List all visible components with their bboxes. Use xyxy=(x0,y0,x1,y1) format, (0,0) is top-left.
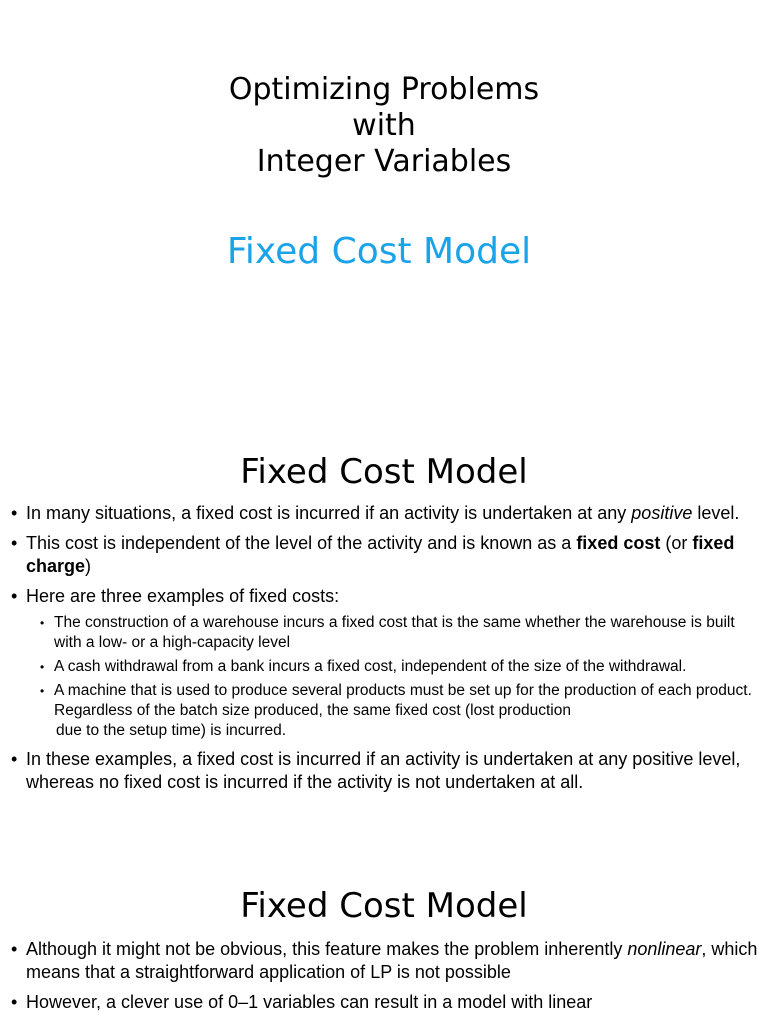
bullet-item xyxy=(0,585,768,741)
bullet-emphasis: nonlinear xyxy=(627,939,702,959)
presentation-subtitle: Fixed Cost Model xyxy=(226,231,532,272)
bullet-item: • However, a clever use of 0–1 variables can result in a model with linear xyxy=(0,991,768,1014)
bullet-text: This cost is independent of the level of the activity and is known as a xyxy=(26,533,577,553)
slide-title: Fixed Cost Model xyxy=(240,886,528,926)
bullet-bold-term: fixed charge xyxy=(26,533,735,576)
bullet-bold-term: fixed cost xyxy=(576,533,661,553)
bullet-text: (or xyxy=(660,533,693,553)
bullet-item xyxy=(0,502,768,525)
title-line-2: with xyxy=(352,108,416,143)
bullet-emphasis: positive xyxy=(631,503,693,523)
content-slide-fixed-cost xyxy=(0,440,768,860)
bullet-item xyxy=(0,938,768,984)
sub-bullet-item: • The construction of a warehouse incurs a fixed cost that is the same whether the warehouse is built with a low- or a high-capacity level xyxy=(26,613,758,653)
bullet-item: • In these examples, a fixed cost is incurred if an activity is undertaken at any positive level, whereas no fixed cost is incurred if the activity is not undertaken at all. xyxy=(0,748,768,794)
bullet-text: Here are three examples of fixed costs: xyxy=(26,586,340,606)
sub-bullet-text: A machine that is used to produce several products must be set up for the production of each product. Regardless of the batch size produced, the same fixed cost (lost production xyxy=(54,682,752,719)
bullet-text: ) xyxy=(85,556,92,576)
bullet-item xyxy=(0,532,768,578)
sub-bullet-item: • A cash withdrawal from a bank incurs a fixed cost, independent of the size of the withdrawal. xyxy=(26,657,758,677)
content-slide-fixed-cost-2 xyxy=(0,872,768,1024)
bullet-text: level. xyxy=(692,503,740,523)
sub-bullet-text: due to the setup time) is incurred. xyxy=(56,722,287,739)
title-line-1: Optimizing Problems xyxy=(228,72,540,107)
sub-bullet-list xyxy=(26,613,758,741)
presentation-title xyxy=(0,72,768,180)
title-line-3: Integer Variables xyxy=(256,144,512,179)
slide-title: Fixed Cost Model xyxy=(240,452,528,492)
bullet-list xyxy=(0,938,768,1021)
bullet-text: Although it might not be obvious, this feature makes the problem inherently xyxy=(26,939,628,959)
bullet-text: In many situations, a fixed cost is incurred if an activity is undertaken at any xyxy=(26,503,632,523)
bullet-text: , which means that a straightforward application of LP is not possible xyxy=(26,939,758,982)
sub-bullet-item xyxy=(26,681,758,741)
bullet-list xyxy=(0,502,768,801)
title-slide xyxy=(0,0,768,420)
